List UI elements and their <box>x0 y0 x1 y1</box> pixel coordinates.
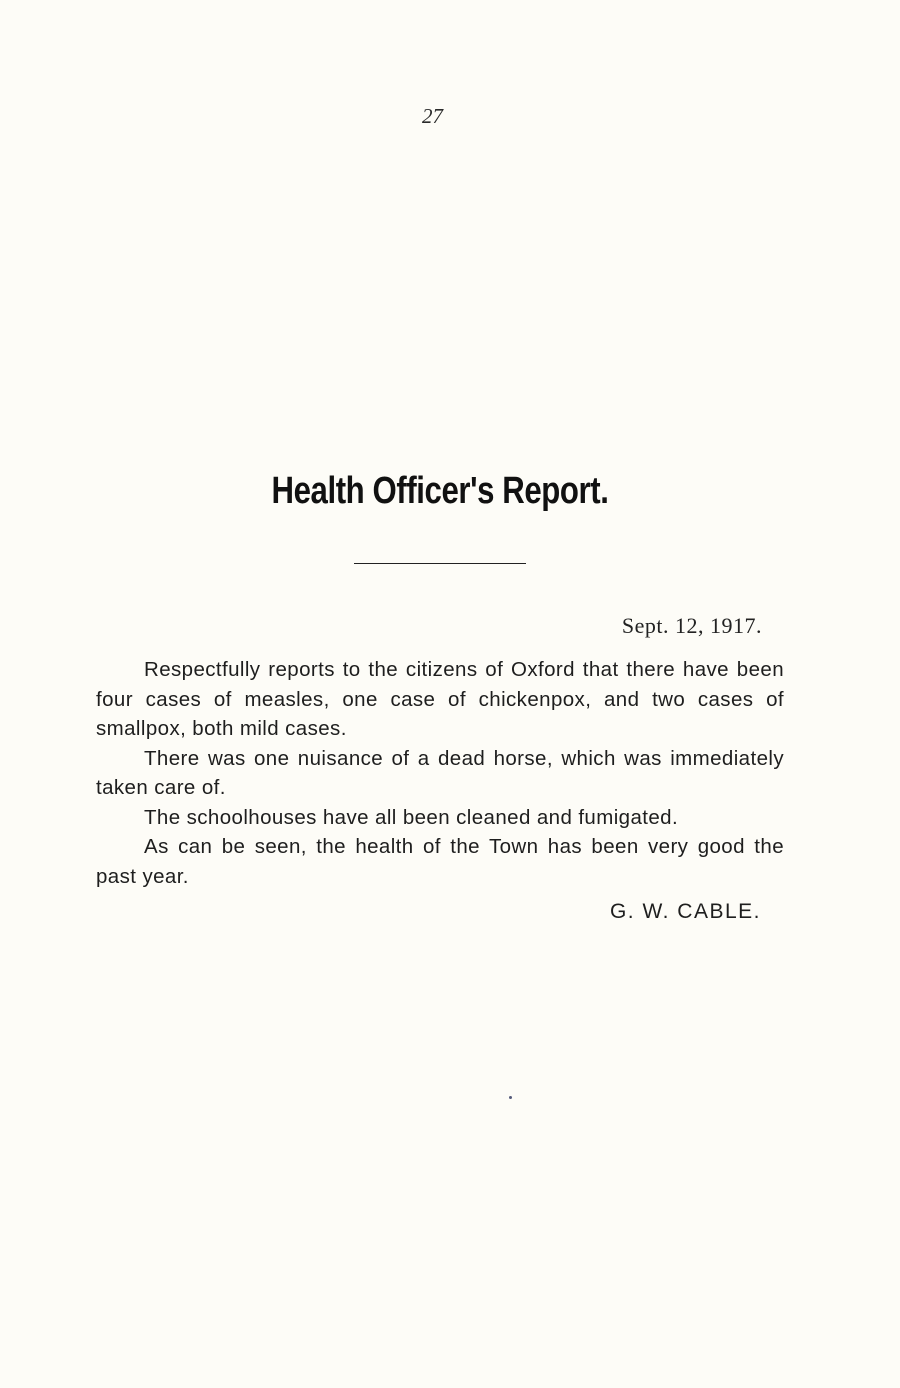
paragraph-4: As can be seen, the health of the Town has been very good the past year. <box>96 835 784 888</box>
report-date: Sept. 12, 1917. <box>621 613 762 638</box>
report-body <box>96 655 784 891</box>
title-rule <box>354 563 526 564</box>
ink-speck <box>509 1096 512 1099</box>
page-title: Health Officer's Report. <box>271 470 609 512</box>
paragraph-2: There was one nuisance of a dead horse, which was immediately taken care of. <box>96 746 784 799</box>
paragraph-3: The schoolhouses have all been cleaned and fumigated. <box>144 805 679 829</box>
page-number: 27 <box>422 104 443 128</box>
signature: G. W. CABLE. <box>609 900 761 923</box>
paragraph-1: Respectfully reports to the citizens of Oxford that there have been four cases of measles, one case of chickenpox, and two cases of smallpox, both mild cases. <box>96 658 784 740</box>
